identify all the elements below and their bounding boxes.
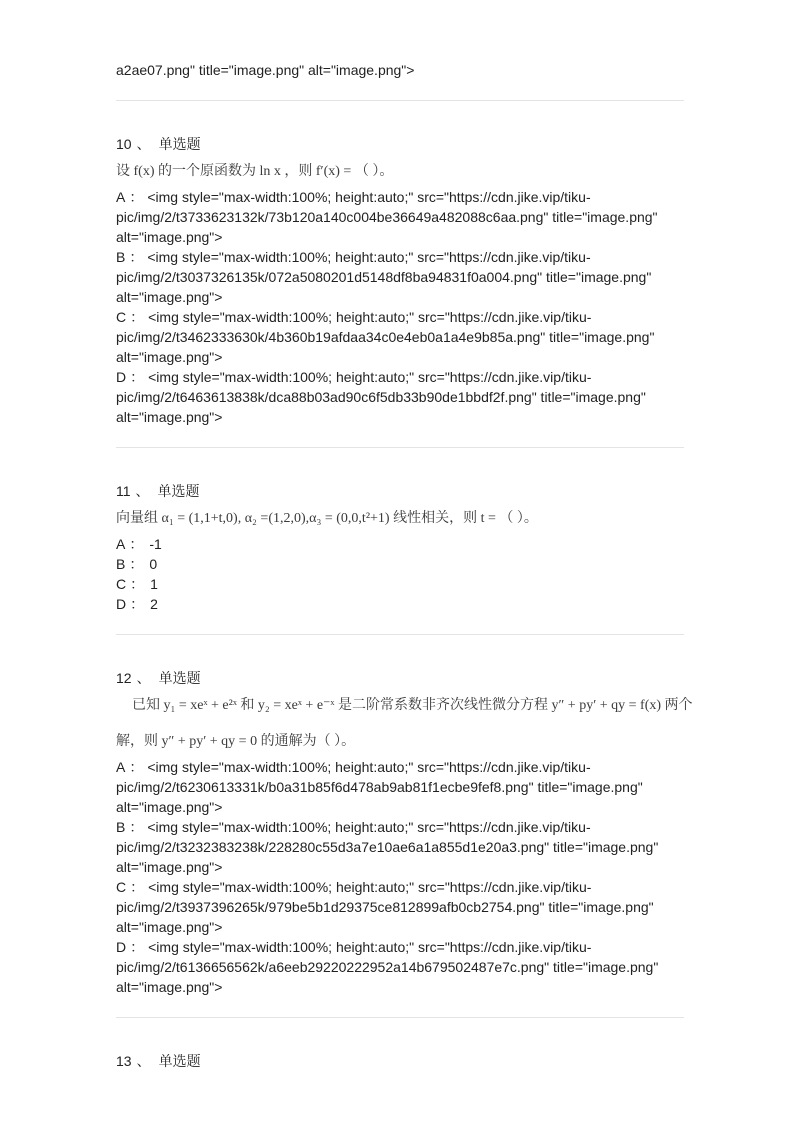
option-c [116, 574, 686, 594]
option-text: <img style="max-width:100%; height:auto;" src="https://cdn.jike.vip/tiku-pic/img/2/t3733623132k/73b120a140c004be36649a482088c6aa.png" title="image.png" alt="image.png"> [116, 189, 658, 245]
option-label: D [116, 596, 127, 612]
option-a [116, 534, 686, 554]
option-label: C [116, 309, 127, 325]
question-13 [116, 1051, 686, 1071]
question-number: 10 [116, 136, 132, 152]
option-text: <img style="max-width:100%; height:auto;" src="https://cdn.jike.vip/tiku-pic/img/2/t3037326135k/072a5080201d5148df8ba94831f0a004.png" title="image.png" alt="image.png"> [116, 249, 652, 305]
question-divider [116, 100, 684, 101]
question-stem-continued: 解，则 y″ + py′ + qy = 0 的通解为（ ）。 [116, 734, 356, 749]
option-label: B [116, 556, 126, 572]
option-text: <img style="max-width:100%; height:auto;" src="https://cdn.jike.vip/tiku-pic/img/2/t6230613331k/b0a31b85f6d478ab9ab81f1ecbe9fef8.png" title="image.png" alt="image.png"> [116, 759, 643, 815]
option-label: C [116, 879, 127, 895]
option-list [116, 534, 686, 614]
option-label: A [116, 759, 126, 775]
option-c [116, 877, 686, 937]
option-colon: ： [130, 369, 145, 385]
question-stem: 设 f(x) 的一个原函数为 ln x ，则 f′(x) = （ ）。 [116, 164, 394, 179]
question-type: 单选题 [158, 1053, 201, 1069]
option-colon: ： [129, 759, 144, 775]
option-c [116, 307, 686, 367]
option-colon: ： [130, 939, 145, 955]
option-text: <img style="max-width:100%; height:auto;" src="https://cdn.jike.vip/tiku-pic/img/2/t3232383238k/228280c55d3a7e10ae6a1a855d1e20a3.png" title="image.png" alt="image.png"> [116, 819, 659, 875]
question-header [116, 134, 686, 154]
option-a [116, 757, 686, 817]
option-label: A [116, 536, 126, 552]
question-separator: 、 [135, 483, 150, 499]
option-b [116, 247, 686, 307]
option-colon: ： [129, 536, 144, 552]
option-list [116, 757, 686, 997]
option-label: B [116, 819, 126, 835]
option-label: C [116, 576, 127, 592]
option-colon: ： [129, 819, 144, 835]
question-stem: 向量组 α₁ = (1,1+t,0), α₂ =(1,2,0),α₃ = (0,0,t²+1) 线性相关，则 t = （ ）。 [116, 511, 538, 526]
question-12 [116, 668, 693, 997]
option-label: B [116, 249, 126, 265]
question-divider [116, 634, 684, 635]
option-label: D [116, 939, 127, 955]
question-type: 单选题 [158, 136, 201, 152]
option-colon: ： [129, 189, 144, 205]
question-stem: 已知 y₁ = xeˣ + e²ˣ 和 y₂ = xeˣ + e⁻ˣ 是二阶常系数非齐次线性微分方程 y″ + py′ + qy = f(x) 两个 [132, 698, 693, 713]
option-colon: ： [130, 309, 145, 325]
option-b [116, 817, 686, 877]
question-type: 单选题 [158, 670, 201, 686]
option-colon: ： [130, 879, 145, 895]
option-colon: ： [129, 556, 144, 572]
option-colon: ： [130, 596, 145, 612]
question-separator: 、 [136, 670, 151, 686]
question-type: 单选题 [157, 483, 200, 499]
question-11 [116, 481, 686, 614]
option-a [116, 187, 686, 247]
question-separator: 、 [136, 136, 151, 152]
option-text: <img style="max-width:100%; height:auto;" src="https://cdn.jike.vip/tiku-pic/img/2/t3462333630k/4b360b19afdaa34c0e4eb0a1a4e9b85a.png" title="image.png" alt="image.png"> [116, 309, 655, 365]
question-number: 12 [116, 670, 132, 686]
question-10 [116, 134, 686, 427]
option-text: -1 [149, 536, 162, 552]
option-text: 0 [149, 556, 158, 572]
option-text: 2 [150, 596, 158, 612]
option-d [116, 367, 686, 427]
option-label: A [116, 189, 126, 205]
question-number: 13 [116, 1053, 132, 1069]
option-text: <img style="max-width:100%; height:auto;" src="https://cdn.jike.vip/tiku-pic/img/2/t3937396265k/979be5b1d29375ce812899afb0cb2754.png" title="image.png" alt="image.png"> [116, 879, 654, 935]
option-d [116, 594, 686, 614]
question-header [116, 1051, 686, 1071]
option-list [116, 187, 686, 427]
question-number: 11 [116, 483, 131, 499]
question-header [116, 481, 686, 501]
page-content [116, 60, 693, 1071]
option-text: 1 [150, 576, 158, 592]
option-colon: ： [130, 576, 145, 592]
option-label: D [116, 369, 127, 385]
option-b [116, 554, 686, 574]
question-header [116, 668, 686, 688]
previous-option-fragment: a2ae07.png" title="image.png" alt="image.png"> [116, 62, 415, 78]
option-text: <img style="max-width:100%; height:auto;" src="https://cdn.jike.vip/tiku-pic/img/2/t6136656562k/a6eeb29220222952a14b679502487e7c.png" title="image.png" alt="image.png"> [116, 939, 659, 995]
question-separator: 、 [136, 1053, 151, 1069]
option-text: <img style="max-width:100%; height:auto;" src="https://cdn.jike.vip/tiku-pic/img/2/t6463613838k/dca88b03ad90c6f5db33b90de1bbdf2f.png" title="image.png" alt="image.png"> [116, 369, 646, 425]
option-d [116, 937, 686, 997]
question-divider [116, 1017, 684, 1018]
option-colon: ： [129, 249, 144, 265]
question-divider [116, 447, 684, 448]
